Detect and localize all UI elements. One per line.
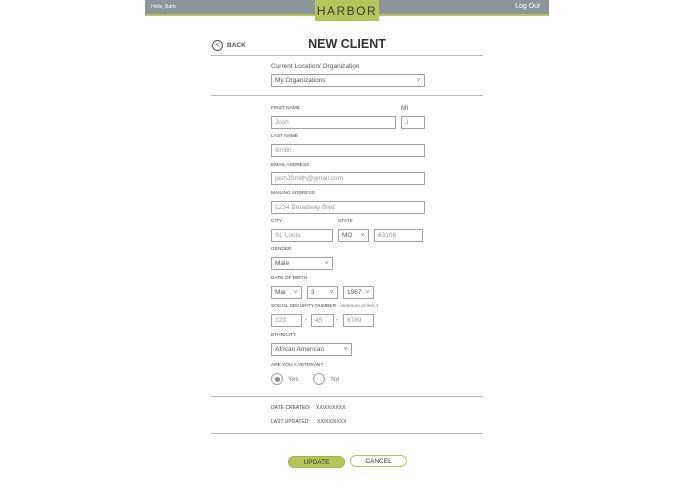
gender-select[interactable] [271,257,333,270]
mailing-address-field[interactable]: 1234 Broadway Blvd [271,201,425,214]
mi-field[interactable]: J [401,116,425,129]
chevron-down-icon: v [330,289,333,295]
divider [211,433,483,434]
logo-text: HARBOR [316,4,378,18]
dob-year-select[interactable] [343,286,374,299]
state-label: STATE [338,219,353,224]
location-select-value: My Organizations [275,77,326,84]
mailing-address-label: MAILING ADDRESS [271,191,315,196]
last-name-label: LAST NAME [271,134,299,139]
city-field[interactable]: St. Louis [271,229,333,242]
state-select[interactable] [338,229,369,242]
chevron-down-icon: v [417,77,420,83]
location-select[interactable] [271,74,425,87]
chevron-down-icon: v [366,289,369,295]
back-button[interactable] [212,40,246,51]
divider [211,55,483,56]
veteran-label: ARE YOU A VETERAN? [271,363,324,368]
divider [211,396,483,397]
chevron-down-icon: v [294,289,297,295]
first-name-field[interactable]: Josh [271,116,396,129]
ssn-part3-field[interactable]: 6789 [343,314,374,327]
ssn-label-text: SOCIAL SECURITY NUMBER [271,304,337,309]
greeting-text: Hello, Barb [151,4,176,10]
email-field[interactable]: joshJSmith@gmail.com [271,172,425,185]
dob-month-value: Mar [275,289,287,296]
dob-day-value: 3 [311,289,315,296]
veteran-no-radio[interactable] [313,373,325,385]
ssn-separator: - [305,316,308,323]
update-button[interactable]: UPDATE [288,456,345,468]
chevron-down-icon: v [344,346,347,352]
logout-link[interactable]: Log Out [515,3,540,10]
date-created-value: XX/XX/XXXX [316,405,346,411]
ssn-label [271,304,378,309]
page-title: NEW CLIENT [308,37,386,51]
date-created-label: DATE CREATED: [271,405,311,411]
ethnicity-select-value: African American [275,346,325,353]
ethnicity-select[interactable] [271,343,352,356]
cancel-button[interactable]: CANCEL [350,455,407,467]
first-name-label: FIRST NAME [271,106,300,111]
ssn-note: - minimum of last 4 [336,304,378,309]
back-label: BACK [227,42,246,49]
zip-field[interactable]: 63108 [374,229,423,242]
chevron-down-icon: v [325,260,328,266]
ssn-part1-field[interactable]: 123 [271,314,302,327]
dob-day-select[interactable] [307,286,338,299]
email-label: EMAIL ADDRESS [271,163,310,168]
location-label: Current Location/ Organization [271,63,360,70]
last-name-field[interactable]: Smith [271,144,425,157]
mi-label: MI [401,105,409,112]
veteran-yes-radio[interactable] [271,373,283,385]
dob-label: DATE OF BIRTH [271,276,308,281]
veteran-no-label: No [331,376,340,383]
city-label: CITY [271,219,282,224]
ssn-separator: - [336,316,339,323]
chevron-left-circle-icon: < [212,40,223,51]
chevron-down-icon: v [361,232,364,238]
veteran-yes-label: Yes [288,376,299,383]
last-updated-value: XX/XX/XXXX [317,419,347,425]
state-select-value: MO [342,232,353,239]
ssn-part2-field[interactable]: 45 [311,314,334,327]
dob-month-select[interactable] [271,286,302,299]
top-bar [145,0,549,16]
dob-year-value: 1967 [347,289,362,296]
gender-label: GENDER [271,247,292,252]
divider [211,95,483,96]
ethnicity-label: ETHNICITY [271,333,297,338]
last-updated-label: LAST UPDATED: [271,419,310,425]
gender-select-value: Male [275,260,290,267]
harbor-logo [315,0,379,21]
